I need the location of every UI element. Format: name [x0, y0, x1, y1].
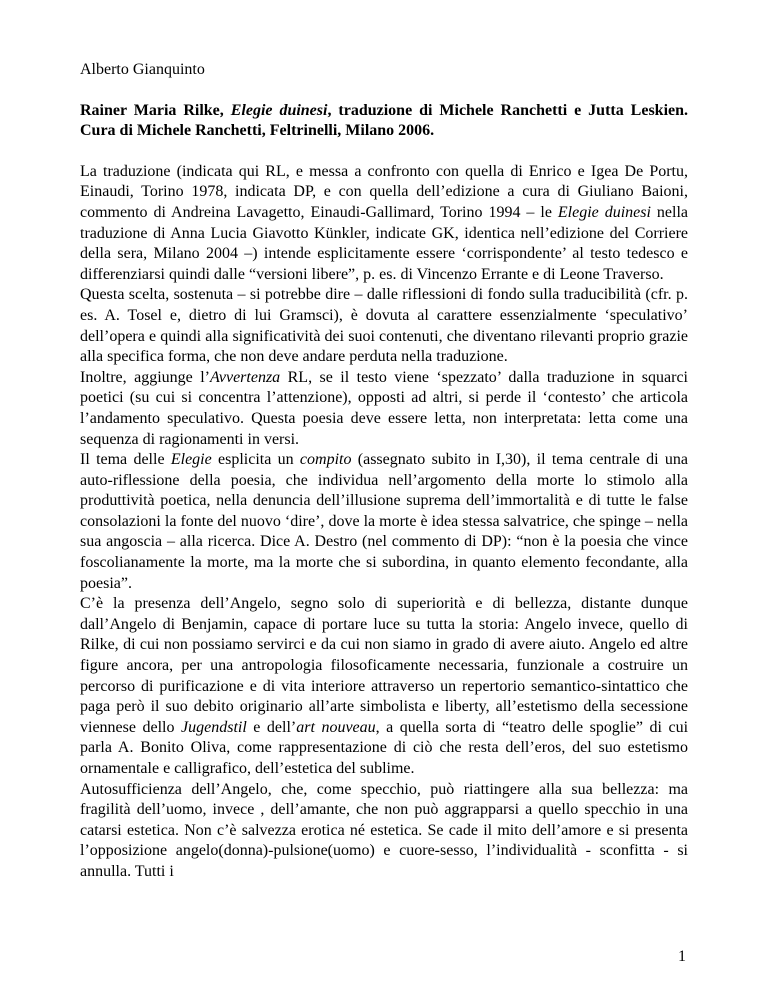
italic-run: Avvertenza [209, 368, 281, 386]
text-run: RL, se il testo viene ‘spezzato’ dalla traduzione in squarci poetici (su cui si concentra l’attenzione), opposti ad altri, si perde il ‘contesto’ che articola l’andamento speculativo. Questa poesia deve essere letta, non interpretata: letta come una sequenza di ragionamenti in versi. [80, 368, 688, 448]
paragraph [80, 285, 688, 367]
italic-run: Jugendstil [181, 718, 247, 736]
text-run: nella traduzione di Anna Lucia Giavotto Künkler, indicate GK, identica nell’edizione del Corriere della sera, Milano 2004 –) intende esplicitamente essere ‘corrispondente’ al testo tedesco e differenziarsi quindi dalle “versioni libere”, p. es. di Vincenzo Errante e di Leone Traverso. [80, 203, 689, 283]
text-run: Questa scelta, sostenuta – si potrebbe dire – dalle riflessioni di fondo sulla traducibilità (cfr. p. es. A. Tosel e, dietro di lui Gramsci), è dovuta al carattere essenzialmente ‘speculativo’ dell’opera e quindi alla significatività dei suoi contenuti, che diventano rilevanti proprio grazie alla specifica forma, che non deve andare perduta nella traduzione. [80, 286, 688, 366]
paragraph [80, 780, 688, 883]
text-run: La traduzione (indicata qui RL, e messa a confronto con quella di Enrico e Igea De Portu, Einaudi, Torino 1978, indicata DP, e con quella dell’edizione a cura di Giuliano Baioni, commento di Andreina Lavagetto, Einaudi-Gallimard, Torino 1994 – le [80, 162, 688, 221]
paragraph [80, 450, 688, 594]
text-run: Autosufficienza dell’Angelo, che, come specchio, può riattingere alla sua bellezza: ma fragilità dell’uomo, invece , dell’amante, che non può aggrapparsi a quello specchio in una catarsi estetica. Non c’è salvezza erotica né estetica. Se cade il mito dell’amore e si presenta l’opposizione angelo(donna)-pulsione(uomo) e cuore-sesso, l’individualità - sconfitta - si annulla. Tutti i [80, 780, 688, 880]
body-text [80, 162, 688, 883]
italic-run: art nouveau [296, 718, 376, 736]
paragraph [80, 368, 688, 450]
title-suffix: , traduzione di Michele Ranchetti e Jutta Leskien. Cura di Michele Ranchetti, Feltrinelli, Milano 2006. [80, 101, 689, 140]
italic-run: Elegie duinesi [557, 203, 651, 221]
paragraph [80, 162, 688, 286]
text-run: esplicita un [211, 451, 300, 469]
title-prefix: Rainer Maria Rilke, [80, 101, 231, 119]
author-name: Alberto Gianquinto [80, 61, 205, 78]
text-run: Inoltre, aggiunge l’ [80, 368, 210, 386]
text-run: e dell’ [246, 718, 297, 736]
text-run: Il tema delle [80, 451, 171, 469]
text-run: (assegnato subito in I,30), il tema centrale di una auto-riflessione della poesia, che individua nell’argomento della morte lo stimolo alla produttività poetica, nella denuncia dell’illusione suprema dell’immortalità e di tutte le false consolazioni la fonte del nuovo ‘dire’, dove la morte è idea stessa salvatrice, che spinge – nella sua angoscia – alla ricerca. Dice A. Destro (nel commento di DP): “non è la poesia che vince foscolianamente la morte, ma la morte che si subordina, in quanto elemento fecondante, alla poesia”. [80, 451, 689, 592]
text-run: , a quella sorta di “teatro delle spoglie” di cui parla A. Bonito Oliva, come rappresentazione di ciò che resta dell’eros, del suo estetismo ornamentale e calligrafico, dell’estetica del sublime. [80, 718, 689, 777]
document-title [80, 101, 688, 142]
text-run: C’è la presenza dell’Angelo, segno solo di superiorità e di bellezza, distante dunque dall’Angelo di Benjamin, capace di portare luce su tutta la storia: Angelo invece, quello di Rilke, di cui non possiamo servirci e da cui non siamo in grado di avere aiuto. Angelo ed altre figure ancora, per una antropologia filosoficamente necessaria, funzionale a costruire un percorso di purificazione e di vita interiore attraverso un repertorio semantico-sintattico che paga però il suo debito originario all’arte simbolista e liberty, all’estetismo della secessione viennese dello [80, 595, 688, 736]
paragraph [80, 594, 688, 779]
document-page [80, 60, 688, 883]
italic-run: Elegie [170, 451, 212, 469]
title-work: Elegie duinesi [230, 101, 328, 119]
page-number: 1 [678, 948, 686, 965]
italic-run: compito [299, 451, 352, 469]
